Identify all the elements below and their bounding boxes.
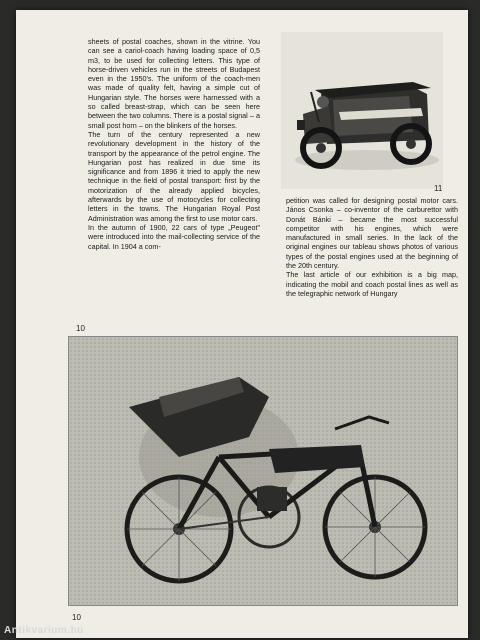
tricycle-illustration [69,337,457,605]
watermark-text: Antikvarium.hu [4,625,84,636]
paragraph: The last article of our exhibition is a big map, indicating the mobil and coach postal lines as well as the telegraphic network of Hungary [286,270,458,298]
page-number-bottom-left: 10 [72,613,81,622]
paragraph: The turn of the century represented a new revolutionary development in the history of the transport by the appearance of the petrol engine. The Hungarian post has realized in due time its significance and from 1896 it tried to apply the new technique in the field of postal transport: first by the motorization of the already applied bicycles, afterwards by the use of motocycles for collecting letters in the towns. The Hungarian Royal Post Administration was among the first to use motor cars. [88,129,260,223]
page-number-top-right: 11 [434,184,443,193]
motor-van-illustration [281,32,443,189]
paragraph: In the autumn of 1900, 22 cars of type „Peugeot" were introduced into the mail-collecting service of the capital. In 1904 a com- [88,222,260,251]
photo-motor-tricycle [68,336,458,606]
page-number-middle-left: 10 [76,324,85,333]
photo-motor-postal-van [281,32,443,189]
paragraph: petition was called for designing postal motor cars. János Csonka – co-inventor of the carburettor with Donát Bánki – became the most successful competitor with his engines, which were manufactured in small series. In the lack of the original engines our tableau shows photos of various types of the postal engines used at the beginning of the 20th century. [286,196,458,271]
text-column-right [286,196,458,298]
book-page [16,10,468,638]
paragraph: sheets of postal coaches, shown in the vitrine. You can see a cariol-coach having loading space of 0,5 m3, to be used for collecting letters. This type of horse-driven vehicles run in the streets of Budapest even in the 1950's. The uniform of the coach-men was made of quality felt, having a simple cut of Hungarian style. The horses were harnessed with a so called breast-strap, which can be seen here between the two columns. There is a postal signal – a small post horn – on the blinkers of the horses. [88,37,260,130]
text-column-left [88,37,260,251]
